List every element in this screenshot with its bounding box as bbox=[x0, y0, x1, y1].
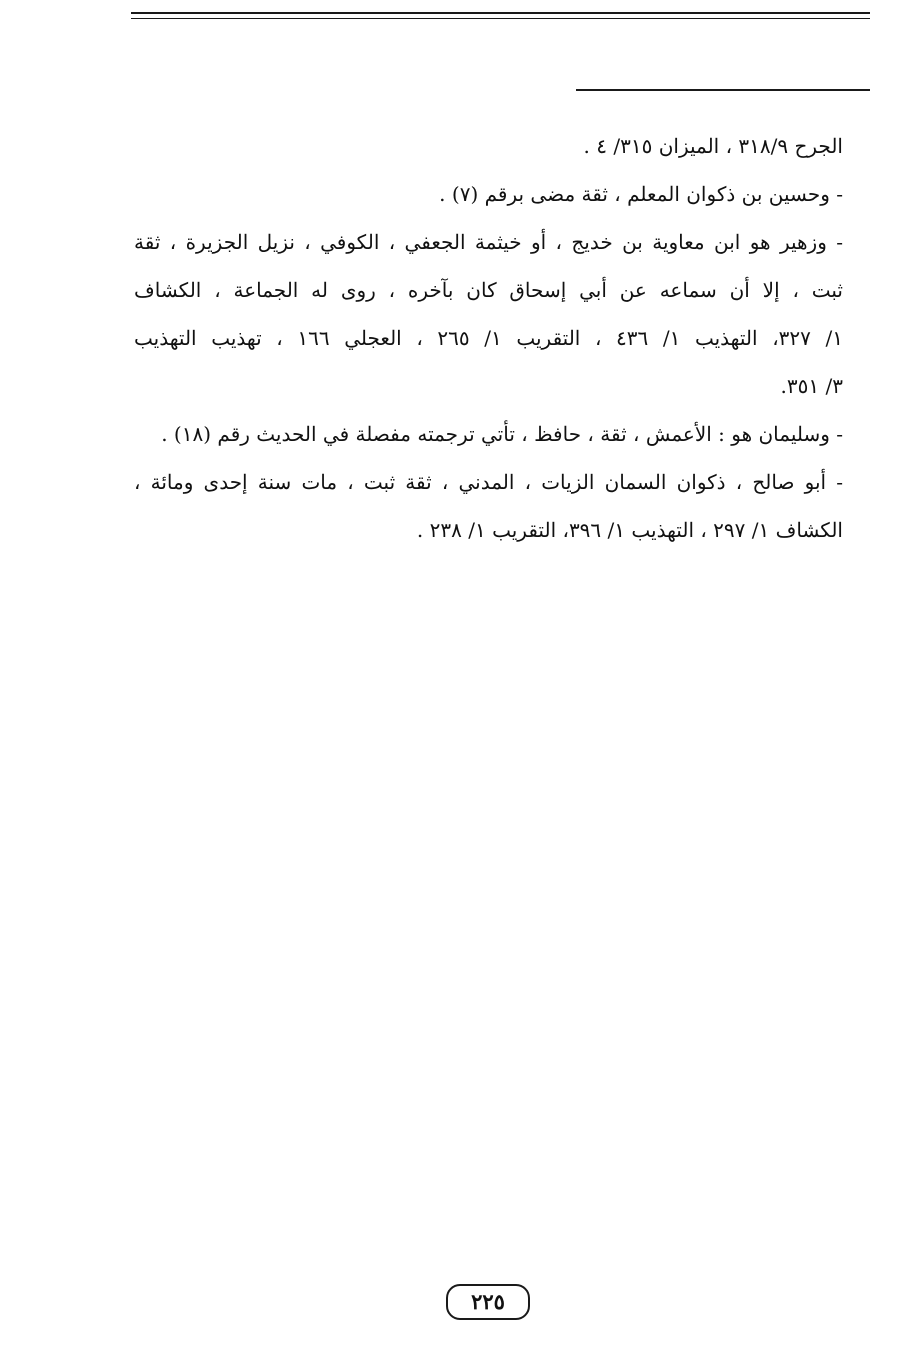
footnote-line: - وسليمان هو : الأعمش ، ثقة ، حافظ ، تأتي ترجمته مفصلة في الحديث رقم (١٨) . bbox=[161, 422, 843, 446]
footnote-line: - أبو صالح ، ذكوان السمان الزيات ، المدني ، ثقة ثبت ، مات سنة إحدى ومائة ، bbox=[134, 470, 843, 494]
footnote-line: ٣/ ٣٥١. bbox=[780, 374, 843, 398]
footnote-line: ١/ ٣٢٧، التهذيب ١/ ٤٣٦ ، التقريب ١/ ٢٦٥ ، العجلي ١٦٦ ، تهذيب التهذيب bbox=[134, 326, 843, 350]
footnote-line: - وزهير هو ابن معاوية بن خديج ، أو خيثمة الجعفي ، الكوفي ، نزيل الجزيرة ، ثقة bbox=[134, 230, 843, 254]
header-rule-thick bbox=[131, 12, 870, 14]
footnote-line: - وحسين بن ذكوان المعلم ، ثقة مضى برقم (٧) . bbox=[439, 182, 843, 206]
footnote-separator bbox=[576, 89, 870, 91]
header-rule-thin bbox=[131, 18, 870, 19]
footnote-line: الجرح ٣١٨/٩ ، الميزان ٣١٥/ ٤ . bbox=[583, 134, 843, 158]
footnotes-block bbox=[134, 122, 843, 554]
footnote-line: الكشاف ١/ ٢٩٧ ، التهذيب ١/ ٣٩٦، التقريب ١/ ٢٣٨ . bbox=[416, 518, 843, 542]
page-number: ٢٢٥ bbox=[446, 1284, 530, 1320]
footnote-line: ثبت ، إلا أن سماعه عن أبي إسحاق كان بآخره ، روى له الجماعة ، الكشاف bbox=[134, 278, 843, 302]
